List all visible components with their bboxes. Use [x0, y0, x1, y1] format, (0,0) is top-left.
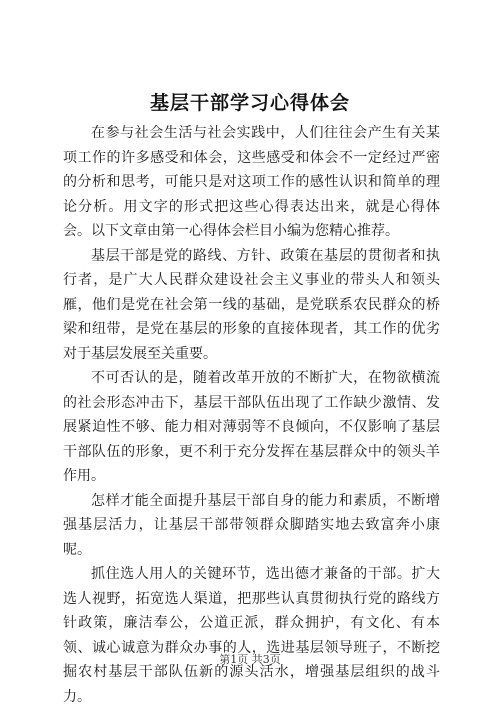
page-footer: 第1页 共3页 — [219, 653, 281, 666]
paragraph-problems: 不可否认的是，随着改革开放的不断扩大，在物欲横流的社会形态冲击下，基层干部队伍出现了工作缺少激情、发展紧迫性不够、能力相对薄弱等不良倾向，不仅影响了基层干部队伍的形象，更不利于充分发挥在基层群众中的领头羊作用。 — [63, 370, 440, 484]
paragraph-intro: 在参与社会生活与社会实践中，人们往往会产生有关某项工作的许多感受和体会，这些感受和体会不一定经过严密的分析和思考，可能只是对这项工作的感性认识和简单的理论分析。用文字的形式把这些心得表达出来，就是心得体会。以下文章由第一心得体会栏目小编为您精心推荐。 — [63, 125, 440, 239]
document-title: 基层干部学习心得体会 — [149, 92, 350, 114]
paragraph-selection: 抓住选人用人的关键环节，选出德才兼备的干部。扩大选人视野，拓宽选人渠道，把那些认真贯彻执行党的路线方针政策，廉洁奉公，公道正派，群众拥护，有文化、有本领、诚心诚意为群众办事的人，选进基层领导班子，不断挖掘农村基层干部队伍新的源头活水，增强基层组织的战斗力。 — [63, 566, 440, 705]
paragraph-role: 基层干部是党的路线、方针、政策在基层的贯彻者和执行者，是广大人民群众建设社会主义事业的带头人和领头雁，他们是党在社会第一线的基础，是党联系农民群众的桥梁和纽带，是党在基层的形象的直接体现者，其工作的优劣对于基层发展至关重要。 — [63, 247, 440, 362]
document-body — [63, 121, 440, 709]
paragraph-question: 怎样才能全面提升基层干部自身的能力和素质，不断增强基层活力，让基层干部带领群众脚踏实地去致富奔小康呢。 — [63, 492, 440, 558]
